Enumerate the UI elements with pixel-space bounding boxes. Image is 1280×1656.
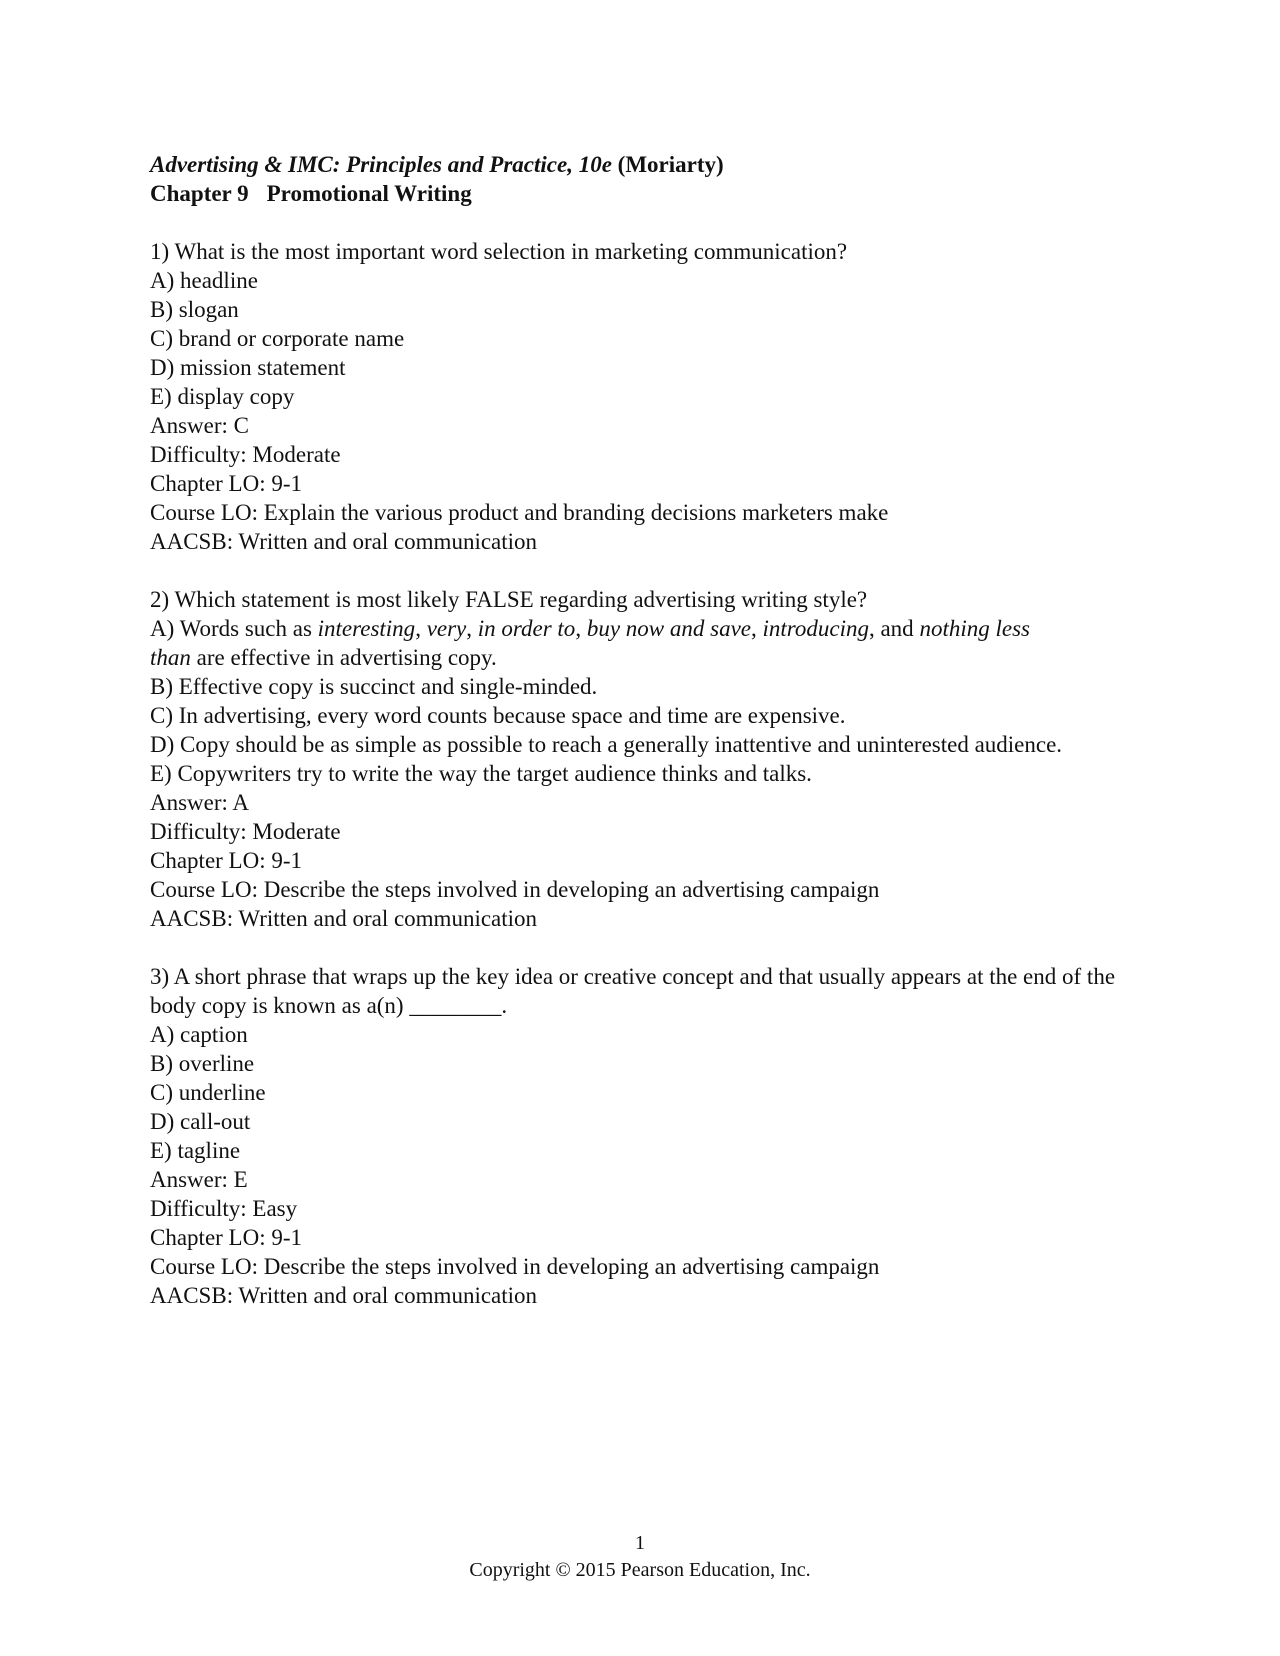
option-a-italic-term: interesting xyxy=(317,616,416,641)
copyright-notice: Copyright © 2015 Pearson Education, Inc. xyxy=(469,1559,811,1581)
aacsb: AACSB: Written and oral communication xyxy=(150,1283,538,1308)
aacsb: AACSB: Written and oral communication xyxy=(150,906,538,931)
option-a-text: , xyxy=(415,616,427,641)
course-lo: Course LO: Describe the steps involved in developing an advertising campaign xyxy=(150,1254,880,1279)
chapter-lo: Chapter LO: 9-1 xyxy=(150,471,303,496)
chapter-lo: Chapter LO: 9-1 xyxy=(150,1225,303,1250)
question-stem: 1) What is the most important word selection in marketing communication? xyxy=(150,239,848,264)
option-c: C) underline xyxy=(150,1080,266,1105)
course-lo: Course LO: Explain the various product and branding decisions marketers make xyxy=(150,500,889,525)
option-a: A) headline xyxy=(150,268,258,293)
book-title: Advertising & IMC: Principles and Practice, 10e xyxy=(150,152,612,177)
chapter-label: Chapter 9 xyxy=(150,181,249,206)
page-number: 1 xyxy=(635,1532,645,1554)
option-a xyxy=(150,614,1130,672)
option-a-italic-term: in order to xyxy=(477,616,576,641)
option-a-text: A) Words such as xyxy=(150,616,318,641)
question-1 xyxy=(150,237,1130,556)
option-a-italic-term: than xyxy=(150,645,191,670)
document-title xyxy=(150,150,1130,179)
option-d: D) call-out xyxy=(150,1109,251,1134)
option-a: A) caption xyxy=(150,1022,248,1047)
question-2 xyxy=(150,585,1130,933)
option-e: E) Copywriters try to write the way the target audience thinks and talks. xyxy=(150,761,812,786)
option-d: D) Copy should be as simple as possible to reach a generally inattentive and uninterested audience. xyxy=(150,732,1063,757)
option-a-text: , xyxy=(575,616,587,641)
option-a-text: are effective in advertising copy. xyxy=(190,645,497,670)
answer: Answer: E xyxy=(150,1167,248,1192)
option-e: E) display copy xyxy=(150,384,295,409)
answer: Answer: C xyxy=(150,413,250,438)
author-name: (Moriarty) xyxy=(617,152,724,177)
difficulty: Difficulty: Moderate xyxy=(150,442,341,467)
option-e: E) tagline xyxy=(150,1138,241,1163)
option-d: D) mission statement xyxy=(150,355,346,380)
question-3 xyxy=(150,962,1130,1310)
chapter-title: Promotional Writing xyxy=(266,181,472,206)
option-b: B) slogan xyxy=(150,297,239,322)
option-c: C) brand or corporate name xyxy=(150,326,405,351)
option-a-italic-term: very xyxy=(426,616,467,641)
option-a-text: , xyxy=(466,616,478,641)
option-a-text: , xyxy=(750,616,763,641)
chapter-lo: Chapter LO: 9-1 xyxy=(150,848,303,873)
option-a-italic-term: nothing less xyxy=(919,616,1030,641)
question-stem: 3) A short phrase that wraps up the key idea or creative concept and that usually appears at the end of the body copy is known as a(n) ________. xyxy=(150,964,1116,1018)
option-a-italic-term: buy now and save xyxy=(586,616,751,641)
difficulty: Difficulty: Easy xyxy=(150,1196,298,1221)
chapter-heading xyxy=(150,179,1130,208)
question-stem: 2) Which statement is most likely FALSE regarding advertising writing style? xyxy=(150,587,868,612)
document-page xyxy=(150,150,1130,1310)
answer: Answer: A xyxy=(150,790,250,815)
option-c: C) In advertising, every word counts because space and time are expensive. xyxy=(150,703,846,728)
difficulty: Difficulty: Moderate xyxy=(150,819,341,844)
option-b: B) Effective copy is succinct and single-minded. xyxy=(150,674,598,699)
course-lo: Course LO: Describe the steps involved in developing an advertising campaign xyxy=(150,877,880,902)
aacsb: AACSB: Written and oral communication xyxy=(150,529,538,554)
option-a-text: , and xyxy=(868,616,920,641)
option-a-italic-term: introducing xyxy=(762,616,869,641)
option-b: B) overline xyxy=(150,1051,255,1076)
